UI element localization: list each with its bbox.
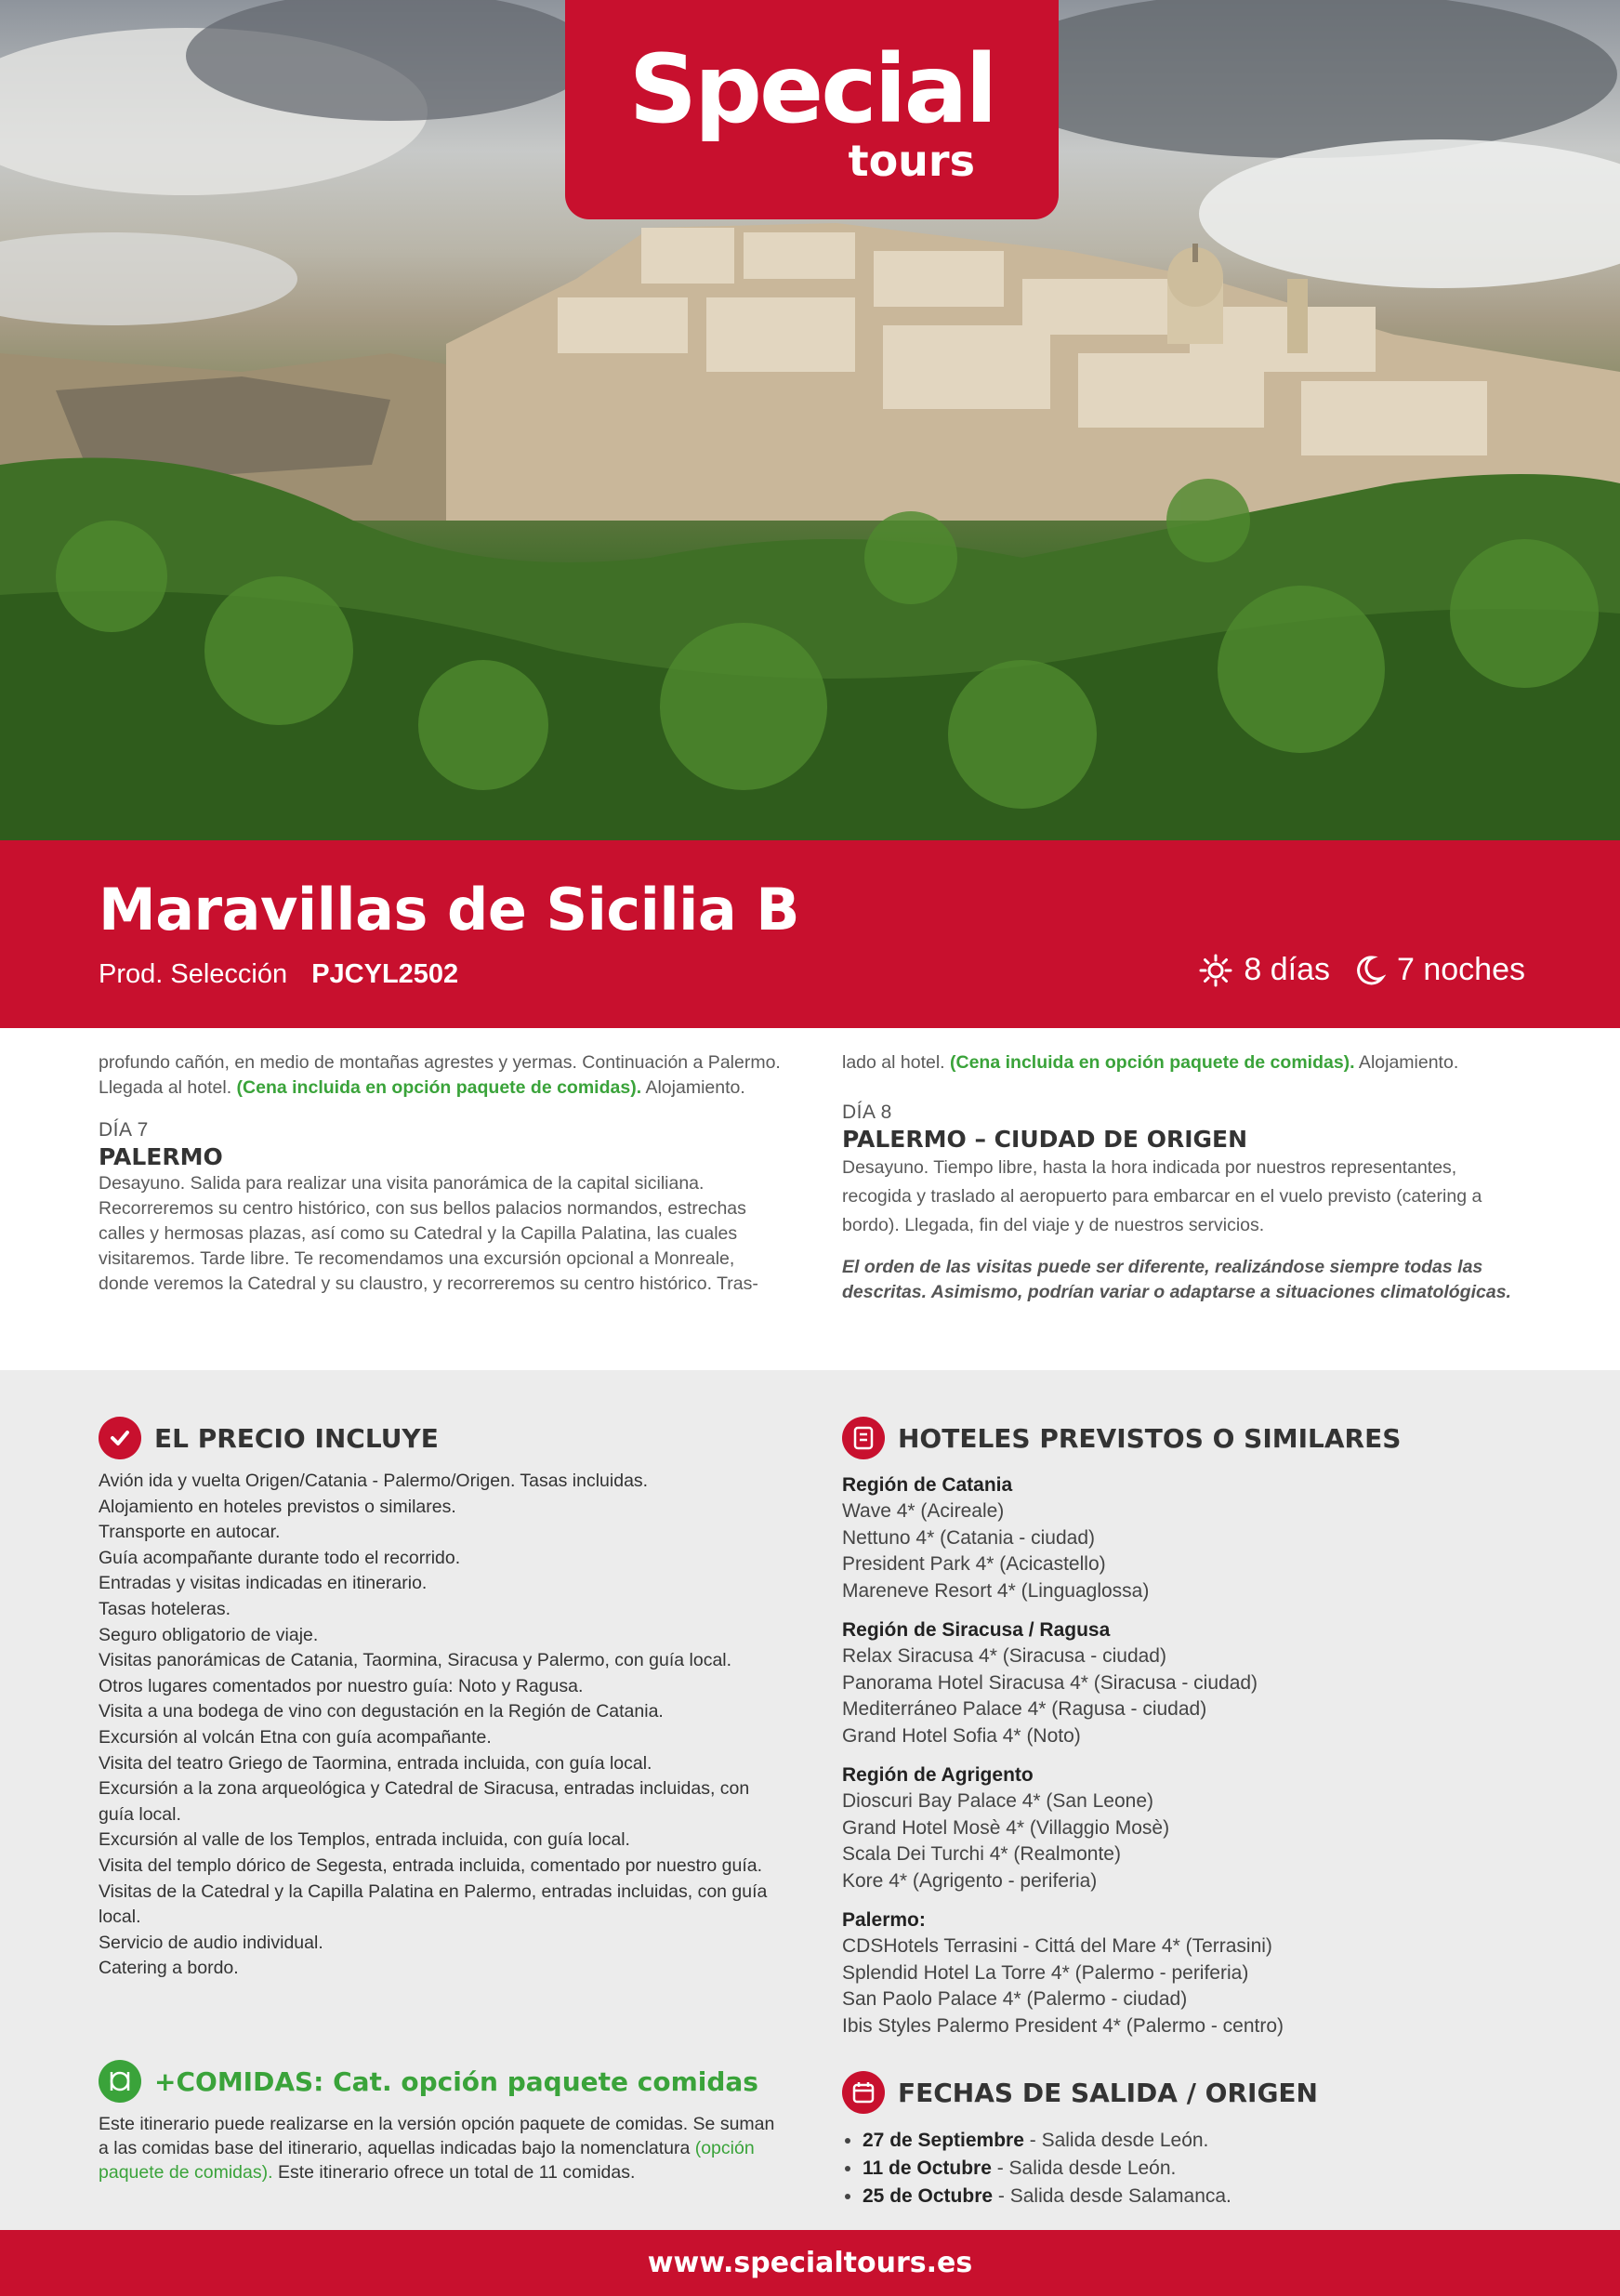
meals-text-green: (opción paquete de comidas). [99, 2138, 755, 2183]
tour-title: Maravillas de Sicilia B [99, 876, 800, 943]
logo-brand-text: Special [628, 34, 995, 145]
dates-title: FECHAS DE SALIDA / ORIGEN [898, 2077, 1318, 2108]
hotel-item: Scala Dei Turchi 4* (Realmonte) [842, 1843, 1121, 1865]
includes-item: Servicio de audio individual. [99, 1932, 323, 1953]
day-7-title: PALERMO [99, 1143, 223, 1170]
special-tours-logo [565, 0, 1059, 219]
includes-item: Transporte en autocar. [99, 1522, 281, 1543]
details-section [0, 1370, 1620, 2230]
departure-origin: - Salida desde Salamanca. [993, 2185, 1231, 2207]
price-includes-heading [99, 1417, 786, 1459]
calendar-icon [842, 2071, 885, 2114]
product-code: PJCYL2502 [311, 959, 459, 989]
hotel-item: San Paolo Palace 4* (Palermo - ciudad) [842, 1988, 1188, 2010]
includes-item: Tasas hoteleras. [99, 1598, 230, 1619]
product-label: Prod. Selección [99, 959, 288, 989]
itinerary-disclaimer: El orden de las visitas puede ser diferente, realizándose siempre todas las descritas. Asimismo, podrían variar o adaptarse a situaciones climatológicas. [842, 1257, 1511, 1302]
hotel-region-name: Región de Agrigento [842, 1764, 1034, 1786]
meal-note: (Cena incluida en opción paquete de comidas). [236, 1077, 642, 1098]
moon-icon [1352, 954, 1386, 987]
hotels-heading [842, 1417, 1530, 1459]
includes-item: Catering a bordo. [99, 1958, 239, 1979]
day-8-text: Desayuno. Tiempo libre, hasta la hora indicada por nuestros representantes, recogida y traslado al aeropuerto para embarcar en el vuelo previsto (catering a bordo). Llegada, fin del viaje y de nuestros servicios. [842, 1157, 1482, 1235]
includes-item: Otros lugares comentados por nuestro guía: Noto y Ragusa. [99, 1675, 584, 1696]
hotel-item: Ibis Styles Palermo President 4* (Palermo - centro) [842, 2014, 1284, 2037]
day-8-title: PALERMO – CIUDAD DE ORIGEN [842, 1126, 1248, 1153]
price-includes-list [99, 1469, 786, 1982]
includes-item: Visita del teatro Griego de Taormina, entrada incluida, con guía local. [99, 1752, 652, 1774]
hotel-item: Wave 4* (Acireale) [842, 1500, 1005, 1522]
dates-heading [842, 2071, 1530, 2114]
meals-title: +COMIDAS: Cat. opción paquete comidas [154, 2065, 758, 2097]
footer-bar [0, 2230, 1620, 2296]
day-7-label: DÍA 7 [99, 1119, 149, 1141]
hotel-item: Nettuno 4* (Catania - ciudad) [842, 1526, 1095, 1549]
includes-item: Visitas de la Catedral y la Capilla Palatina en Palermo, entradas incluidas, con guía local. [99, 1880, 768, 1928]
day-7-text: Desayuno. Salida para realizar una visita panorámica de la capital siciliana. Recorreremos su centro histórico, con sus bellos palacios normandos, estrechas calles y hermosas plazas, así como su Catedral y la Capilla Palatina, las cuales visitaremos. Tarde libre. Te recomendamos una excursión opcional a Monreale, donde veremos la Catedral y su claustro, y recorreremos su centro histórico. Tras- [99, 1173, 758, 1294]
itinerary-continuation-right [842, 1050, 1527, 1075]
includes-item: Visita a una bodega de vino con degustación en la Región de Catania. [99, 1701, 664, 1722]
hotel-item: Grand Hotel Mosè 4* (Villaggio Mosè) [842, 1816, 1170, 1839]
day-8-label: DÍA 8 [842, 1102, 892, 1123]
title-band [0, 840, 1620, 1028]
departure-date: 27 de Septiembre [863, 2130, 1024, 2151]
itinerary-continuation [99, 1050, 784, 1101]
checkmark-icon [99, 1417, 141, 1459]
continuation-end: Alojamiento. [1354, 1052, 1459, 1073]
continuation-end: Alojamiento. [641, 1077, 745, 1098]
departure-origin: - Salida desde León. [1023, 2130, 1209, 2151]
includes-item: Excursión al volcán Etna con guía acompañante. [99, 1726, 492, 1748]
meals-text [99, 2112, 786, 2184]
includes-item: Guía acompañante durante todo el recorrido. [99, 1547, 461, 1568]
includes-item: Excursión al valle de los Templos, entrada incluida, con guía local. [99, 1829, 630, 1851]
logo-sub-text: tours [848, 136, 975, 186]
hotel-region-name: Región de Siracusa / Ragusa [842, 1619, 1111, 1641]
departure-date: 11 de Octubre [863, 2157, 992, 2179]
departure-dates-block [842, 2071, 1530, 2210]
hotel-item: Dioscuri Bay Palace 4* (San Leone) [842, 1790, 1154, 1812]
hotel-region-name: Región de Catania [842, 1474, 1013, 1496]
hotels-list [842, 1472, 1530, 2039]
hotel-region-name: Palermo: [842, 1909, 926, 1931]
departure-date: 25 de Octubre [863, 2185, 994, 2207]
hotel-item: Kore 4* (Agrigento - periferia) [842, 1869, 1098, 1892]
meals-text-b: Este itinerario ofrece un total de 11 comidas. [272, 2162, 636, 2183]
nights-count: 7 noches [1397, 952, 1525, 987]
meals-option-block [99, 2060, 786, 2184]
hotel-item: CDSHotels Terrasini - Cittá del Mare 4* (Terrasini) [842, 1935, 1272, 1957]
continuation-text: profundo cañón, en medio de montañas agrestes y yermas. Continuación a Palermo. Llegada al hotel. [99, 1052, 781, 1098]
departure-origin: - Salida desde León. [991, 2157, 1177, 2179]
hotel-item: Relax Siracusa 4* (Siracusa - ciudad) [842, 1645, 1166, 1667]
includes-item: Alojamiento en hoteles previstos o similares. [99, 1496, 456, 1517]
price-includes-block [99, 1417, 786, 1982]
includes-item: Avión ida y vuelta Origen/Catania - Palermo/Origen. Tasas incluidas. [99, 1471, 649, 1491]
includes-item: Visitas panorámicas de Catania, Taormina, Siracusa y Palermo, con guía local. [99, 1650, 732, 1671]
meals-heading [99, 2060, 786, 2103]
sun-icon [1199, 954, 1232, 987]
hotels-block [842, 1417, 1530, 2039]
includes-item: Excursión a la zona arqueológica y Catedral de Siracusa, entradas incluidas, con guía local. [99, 1778, 750, 1825]
hero-photo [0, 0, 1620, 840]
hotel-item: Mareneve Resort 4* (Linguaglossa) [842, 1579, 1150, 1602]
hotel-icon [842, 1417, 885, 1459]
cutlery-icon [99, 2060, 141, 2103]
departure-date-item [863, 2127, 1530, 2155]
product-line [99, 959, 458, 990]
hotel-item: Panorama Hotel Siracusa 4* (Siracusa - ciudad) [842, 1671, 1258, 1694]
hotel-item: Splendid Hotel La Torre 4* (Palermo - periferia) [842, 1961, 1249, 1984]
departure-dates-list [842, 2127, 1530, 2210]
hotel-item: Mediterráneo Palace 4* (Ragusa - ciudad) [842, 1698, 1207, 1720]
continuation-text: lado al hotel. [842, 1052, 951, 1073]
hotels-title: HOTELES PREVISTOS O SIMILARES [898, 1422, 1402, 1454]
departure-date-item [863, 2155, 1530, 2183]
hotel-item: President Park 4* (Acicastello) [842, 1553, 1106, 1575]
itinerary-left-column [99, 1050, 784, 1297]
meals-text-a: Este itinerario puede realizarse en la versión opción paquete de comidas. Se suman a las comidas base del itinerario, aquellas indicadas bajo la nomenclatura [99, 2114, 775, 2158]
includes-item: Entradas y visitas indicadas en itinerario. [99, 1573, 428, 1594]
itinerary-right-column [842, 1050, 1527, 1305]
duration-meta [1199, 952, 1525, 988]
days-count: 8 días [1244, 952, 1330, 987]
website-link[interactable]: www.specialtours.es [647, 2247, 973, 2279]
price-includes-title: EL PRECIO INCLUYE [154, 1422, 439, 1454]
hotel-item: Grand Hotel Sofia 4* (Noto) [842, 1724, 1081, 1747]
meal-note: (Cena incluida en opción paquete de comidas). [950, 1052, 1355, 1073]
departure-date-item [863, 2183, 1530, 2210]
includes-item: Seguro obligatorio de viaje. [99, 1624, 319, 1645]
includes-item: Visita del templo dórico de Segesta, entrada incluida, comentado por nuestro guía. [99, 1854, 763, 1876]
